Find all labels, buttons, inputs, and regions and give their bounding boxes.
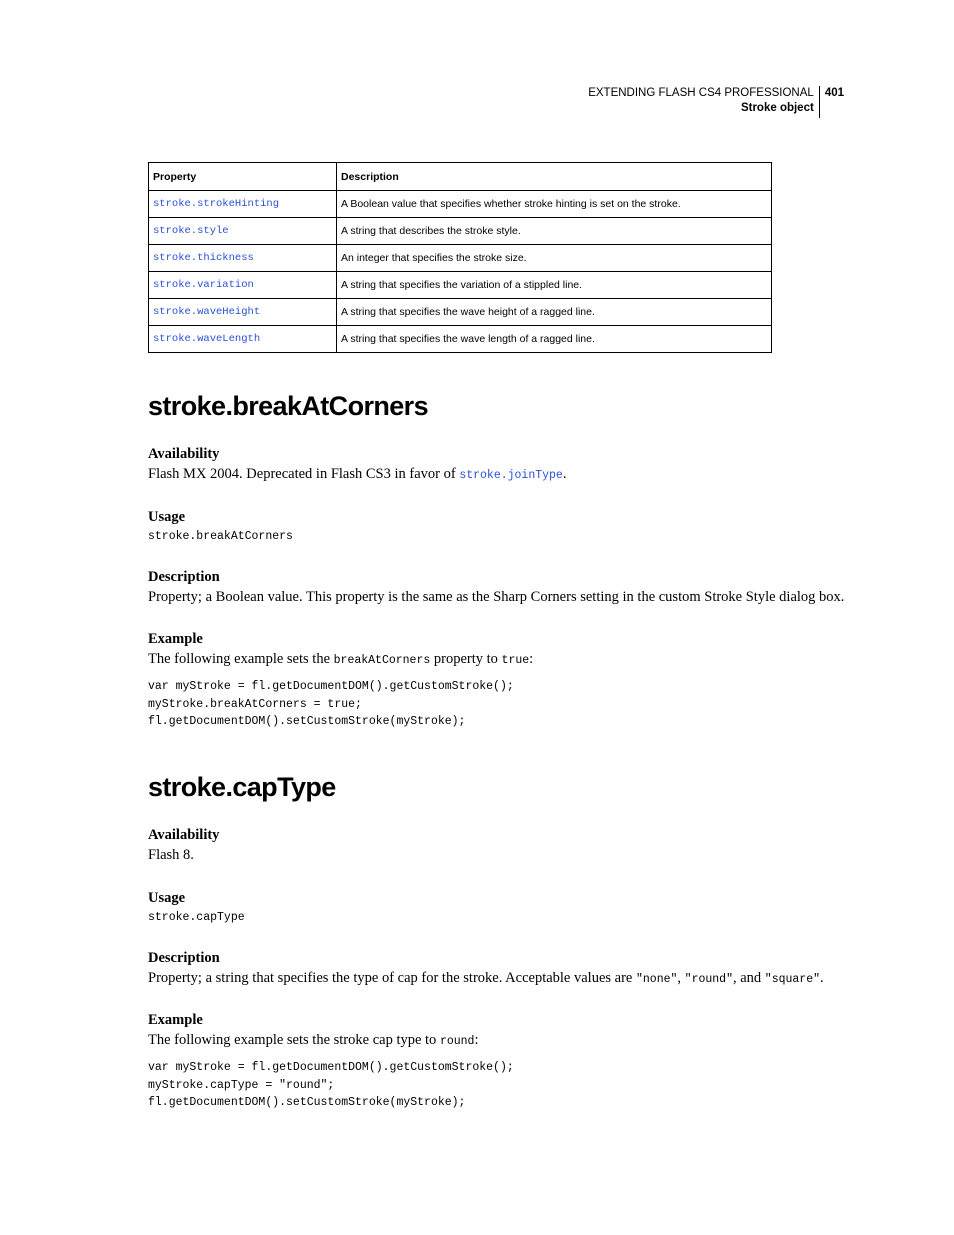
usage-code: stroke.breakAtCorners bbox=[148, 530, 293, 543]
separator: , and bbox=[732, 970, 765, 986]
table-row bbox=[149, 191, 772, 218]
inline-code: "none" bbox=[636, 973, 678, 986]
code-block: var myStroke = fl.getDocumentDOM().getCustomStroke(); myStroke.breakAtCorners = true; fl.getDocumentDOM().setCustomStroke(myStroke); bbox=[148, 680, 514, 728]
availability-text bbox=[148, 465, 566, 485]
section-heading: stroke.capType bbox=[148, 772, 336, 802]
description-heading: Description bbox=[148, 950, 220, 966]
usage-heading: Usage bbox=[148, 890, 186, 906]
property-description: A string that specifies the wave length of a ragged line. bbox=[337, 326, 772, 353]
availability-heading: Availability bbox=[148, 446, 220, 462]
example-text bbox=[148, 1031, 478, 1051]
usage-code: stroke.capType bbox=[148, 911, 245, 924]
inline-code: "square" bbox=[764, 973, 821, 986]
period: . bbox=[562, 466, 567, 482]
example-text bbox=[148, 650, 533, 670]
colon: : bbox=[529, 651, 534, 667]
code-block: var myStroke = fl.getDocumentDOM().getCustomStroke(); myStroke.capType = "round"; fl.getDocumentDOM().setCustomStroke(myStroke); bbox=[148, 1061, 514, 1109]
property-description: An integer that specifies the stroke size. bbox=[337, 245, 772, 272]
property-link[interactable]: stroke.strokeHinting bbox=[149, 191, 337, 218]
join-type-link[interactable]: stroke.joinType bbox=[459, 469, 563, 482]
colon: : bbox=[474, 1032, 479, 1048]
example-heading: Example bbox=[148, 631, 203, 647]
table-row bbox=[149, 245, 772, 272]
example-heading: Example bbox=[148, 1012, 203, 1028]
availability-heading: Availability bbox=[148, 827, 220, 843]
book-title: EXTENDING FLASH CS4 PROFESSIONAL bbox=[588, 87, 814, 99]
property-description: A Boolean value that specifies whether stroke hinting is set on the stroke. bbox=[337, 191, 772, 218]
property-description: A string that describes the stroke style. bbox=[337, 218, 772, 245]
table-header-row bbox=[149, 163, 772, 191]
table-row bbox=[149, 299, 772, 326]
property-link[interactable]: stroke.waveHeight bbox=[149, 299, 337, 326]
example-text-span: The following example sets the stroke cap type to bbox=[148, 1032, 440, 1048]
inline-code: round bbox=[439, 1035, 475, 1048]
page-number: 401 bbox=[824, 87, 844, 99]
column-header-property: Property bbox=[149, 163, 337, 191]
period: . bbox=[820, 970, 824, 986]
availability-text: Flash 8. bbox=[148, 847, 194, 863]
column-header-description: Description bbox=[337, 163, 772, 191]
separator: , bbox=[677, 970, 685, 986]
property-link[interactable]: stroke.waveLength bbox=[149, 326, 337, 353]
inline-code: "round" bbox=[684, 973, 733, 986]
example-text-span: The following example sets the bbox=[148, 651, 334, 667]
property-description: A string that specifies the variation of a stippled line. bbox=[337, 272, 772, 299]
section-title: Stroke object bbox=[740, 102, 814, 114]
description-text bbox=[148, 969, 824, 989]
table-row bbox=[149, 272, 772, 299]
description-text-span: Property; a string that specifies the type of cap for the stroke. Acceptable values are bbox=[148, 970, 636, 986]
property-table bbox=[148, 162, 772, 353]
table-row bbox=[149, 326, 772, 353]
description-heading: Description bbox=[148, 569, 220, 585]
property-link[interactable]: stroke.thickness bbox=[149, 245, 337, 272]
example-text-span: property to bbox=[430, 651, 502, 667]
description-text: Property; a Boolean value. This property is the same as the Sharp Corners setting in the custom Stroke Style dialog box. bbox=[148, 589, 845, 605]
inline-code: breakAtCorners bbox=[333, 654, 431, 667]
usage-heading: Usage bbox=[148, 509, 186, 525]
header-titles bbox=[588, 86, 820, 118]
table-row bbox=[149, 218, 772, 245]
availability-text-span: Flash MX 2004. Deprecated in Flash CS3 in favor of bbox=[148, 466, 460, 482]
section-heading: stroke.breakAtCorners bbox=[148, 391, 429, 421]
inline-code: true bbox=[501, 654, 530, 667]
page-header bbox=[588, 86, 844, 118]
property-description: A string that specifies the wave height of a ragged line. bbox=[337, 299, 772, 326]
property-link[interactable]: stroke.variation bbox=[149, 272, 337, 299]
property-link[interactable]: stroke.style bbox=[149, 218, 337, 245]
